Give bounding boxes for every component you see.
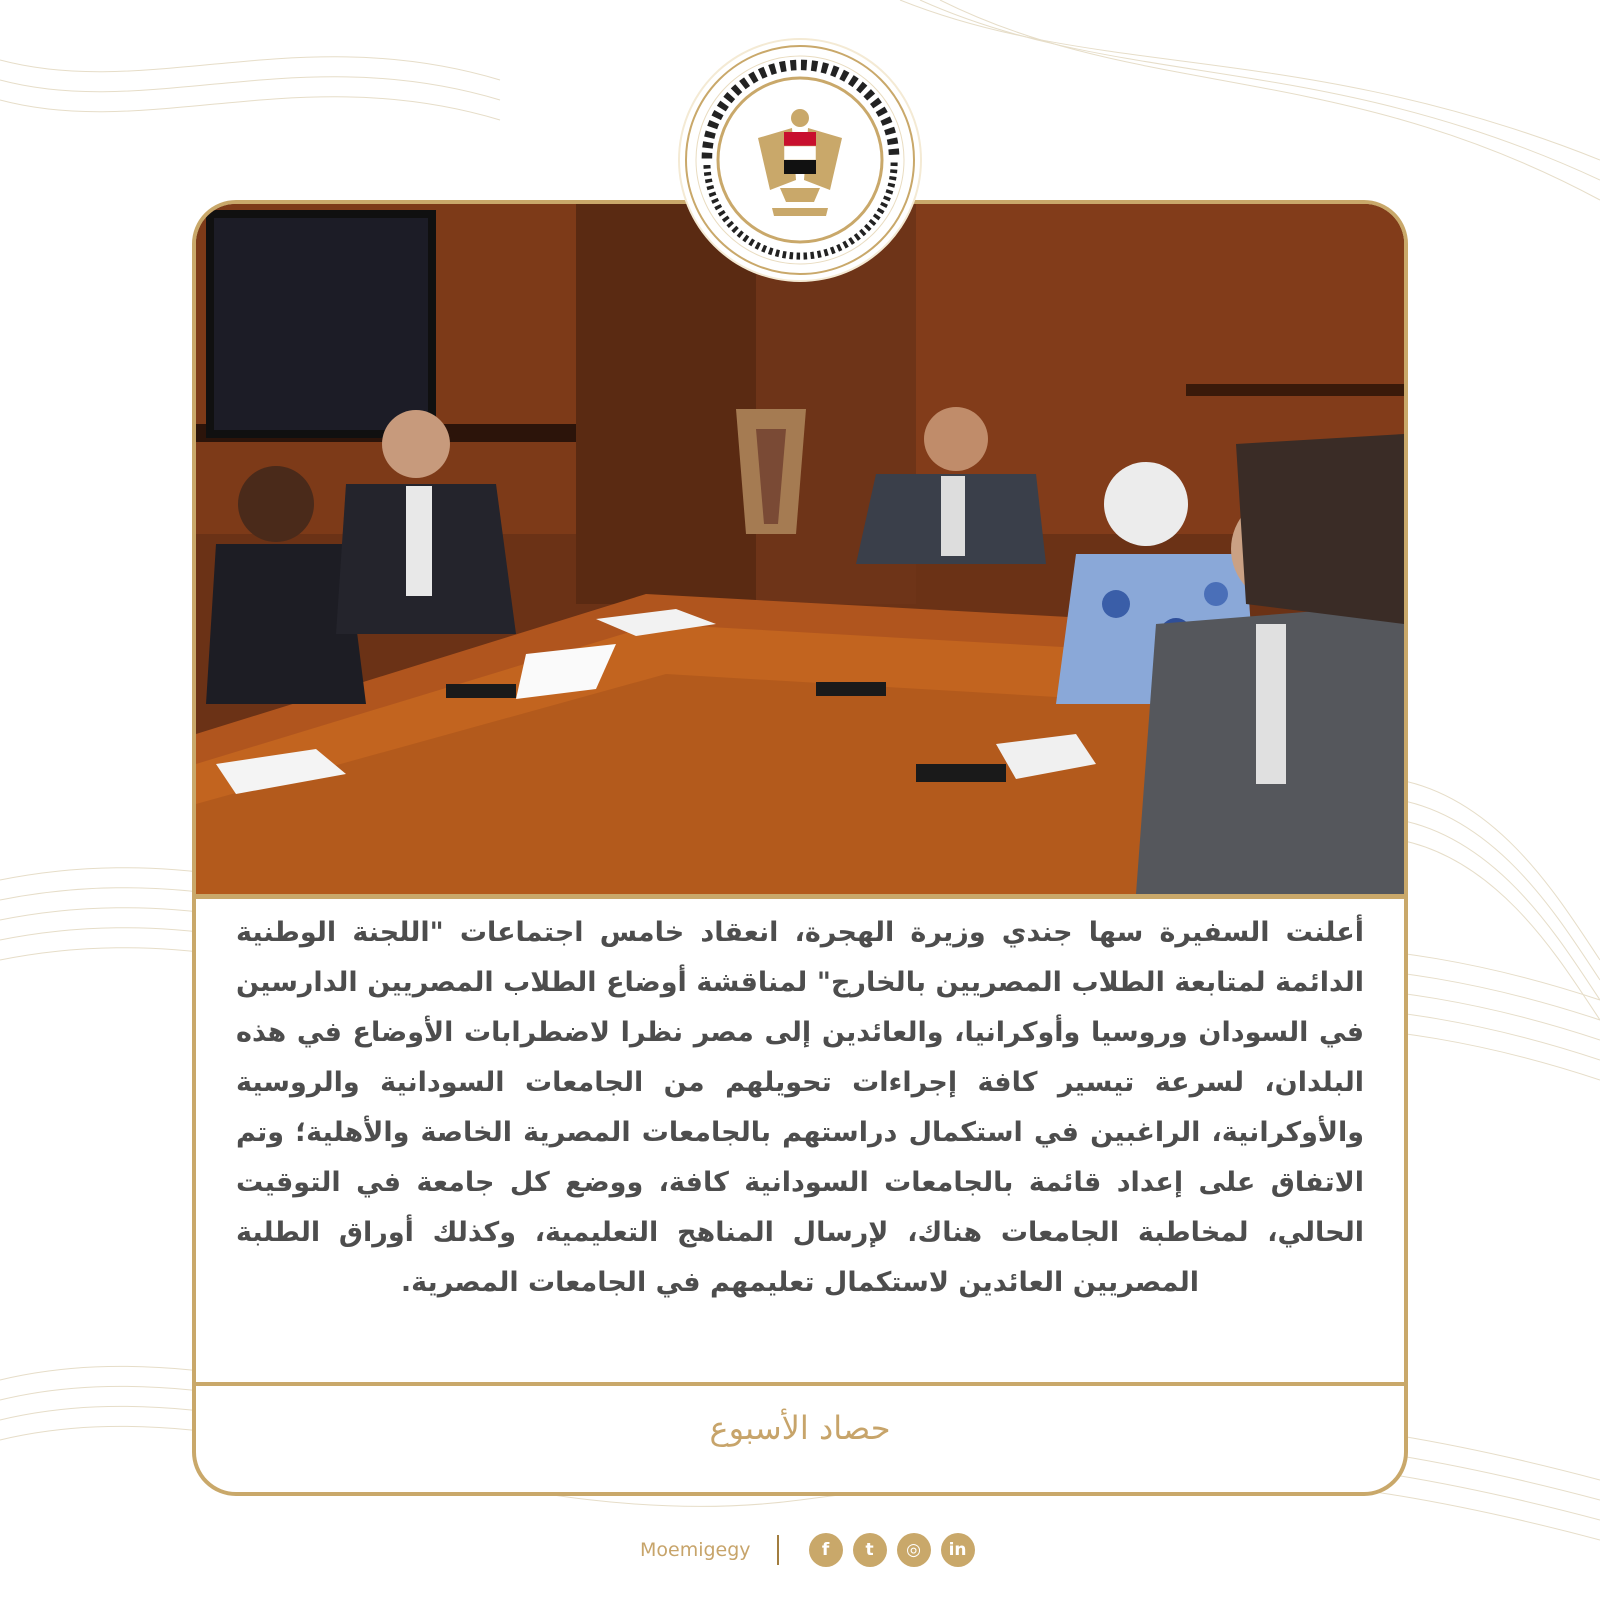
social-bar	[640, 1530, 975, 1570]
meeting-photo	[196, 204, 1404, 894]
social-handle: Moemigegy	[640, 1539, 751, 1561]
footer-title: حصاد الأسبوع	[709, 1409, 891, 1447]
instagram-icon[interactable]: ◎	[897, 1533, 931, 1567]
divider	[196, 1382, 1404, 1386]
ministry-logo	[680, 40, 920, 280]
facebook-icon[interactable]: f	[809, 1533, 843, 1567]
divider	[196, 894, 1404, 899]
linkedin-icon[interactable]: in	[941, 1533, 975, 1567]
twitter-icon[interactable]: t	[853, 1533, 887, 1567]
article-paragraph: أعلنت السفيرة سها جندي وزيرة الهجرة، انعقاد خامس اجتماعات "اللجنة الوطنية الدائمة لمتابعة الطلاب المصريين بالخارج" لمناقشة أوضاع الطلاب المصريين الدارسين في السودان وروسيا وأوكرانيا، والعائدين إلى مصر نظرا لاضطرابات الأوضاع في هذه البلدان، لسرعة تيسير كافة إجراءات تحويلهم من الجامعات السودانية والروسية والأوكرانية، الراغبين في استكمال دراستهم بالجامعات المصرية الخاصة والأهلية؛ وتم الاتفاق على إعداد قائمة بالجامعات السودانية كافة، ووضع كل جامعة في التوقيت الحالي، لمخاطبة الجامعات هناك، لإرسال المناهج التعليمية، وكذلك أوراق الطلبة المصريين العائدين لاستكمال تعليمهم في الجامعات المصرية.	[236, 917, 1364, 1298]
divider	[777, 1535, 779, 1565]
news-card	[192, 200, 1408, 1496]
